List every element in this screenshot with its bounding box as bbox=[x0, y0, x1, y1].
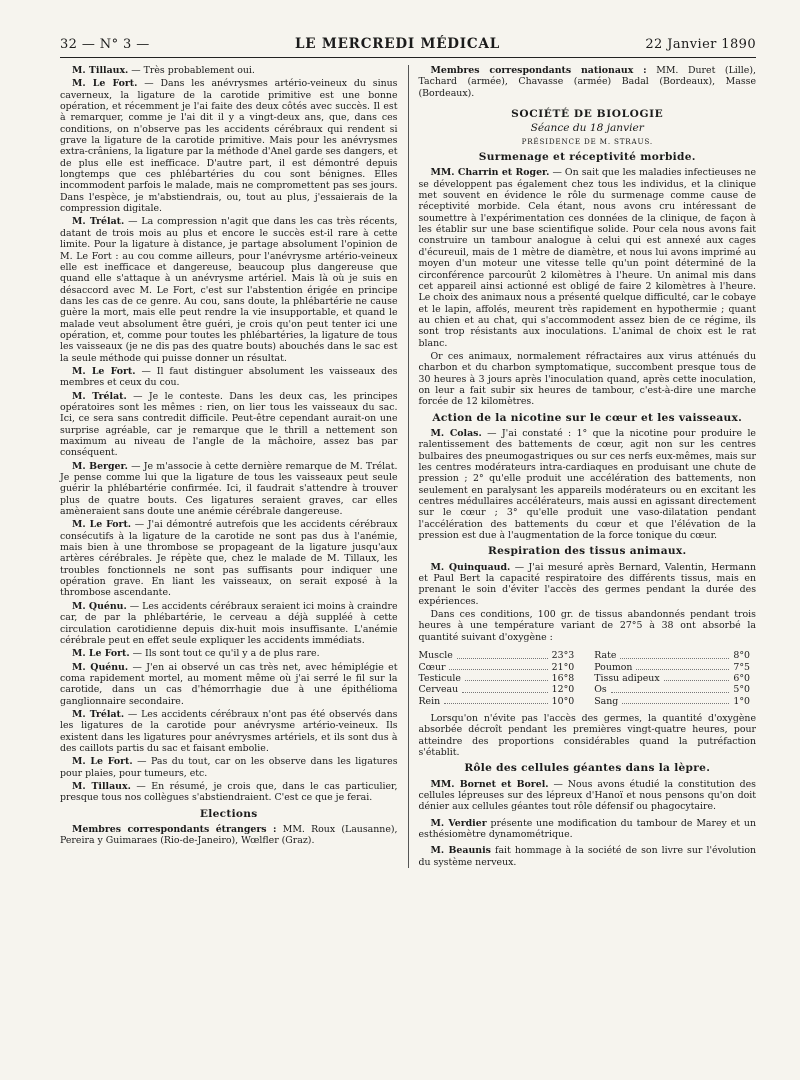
oxygen-table-left bbox=[419, 650, 575, 707]
verdier-paragraph bbox=[419, 818, 757, 841]
speech-text: — Ils sont tout ce qu'il y a de plus rare. bbox=[129, 648, 320, 660]
tissue-name: Testicule bbox=[418, 672, 461, 684]
oxygen-value: 10°0 bbox=[551, 695, 575, 707]
beaunis-text: fait hommage à la société de son livre sur l'évolution du système nerveux. bbox=[418, 845, 757, 868]
oxygen-value: 21°0 bbox=[551, 661, 575, 673]
lepre-heading: Rôle des cellules géantes dans la lèpre. bbox=[464, 762, 711, 775]
left-column bbox=[60, 65, 398, 868]
tissue-name: Muscle bbox=[418, 650, 453, 662]
surmenage-paragraph bbox=[419, 167, 757, 349]
nationaux-text: MM. Duret (Lille), Tachard (armée), Chavasse (armée) Badal (Bordeaux), Masse (Bordeaux). bbox=[418, 65, 756, 99]
speech-text: — J'en ai observé un cas très net, avec hémiplégie et coma rapidement mortel, au moment même où j'ai serré le fil sur la carotide, dans un cas d'hémorrhagie due à une épithélioma ganglionnaire secondaire. bbox=[60, 661, 398, 707]
leader-dots bbox=[620, 650, 729, 658]
page-number: 32 — N° 3 — bbox=[60, 37, 150, 52]
table-row bbox=[594, 696, 750, 707]
table-row bbox=[594, 684, 750, 695]
beaunis-paragraph bbox=[419, 845, 757, 868]
speech-text: — Il faut distinguer absolument les vaisseaux des membres et ceux du cou. bbox=[60, 365, 398, 389]
discussion-paragraph bbox=[60, 662, 398, 707]
table-row bbox=[419, 650, 575, 661]
speaker-name: M. Quénu. bbox=[72, 600, 127, 612]
tissue-name: Rein bbox=[418, 695, 441, 707]
nationaux-paragraph bbox=[419, 65, 757, 99]
speaker-name: M. Tillaux. bbox=[72, 65, 129, 76]
speech-text: — Je le conteste. Dans les deux cas, les principes opératoires sont les mêmes : rien, on lier tous les vaisseaux du sac. Ici, ce sera sans contredit difficile. Peut-être cependant aurait-on une surprise agréable, car je remarque que le thrill a nettement son maximum au niveau de l'angle de la mâchoire, assez bas par conséquent. bbox=[60, 390, 398, 459]
oxygen-table bbox=[419, 650, 751, 707]
tissue-name: Rate bbox=[594, 650, 617, 662]
speaker-name: M. Berger. bbox=[72, 460, 128, 472]
verdier-text: présente une modification du tambour de Marey et un esthésiomètre dynamométrique. bbox=[418, 817, 756, 840]
leader-dots bbox=[449, 662, 547, 670]
lepre-paragraph bbox=[419, 779, 757, 813]
seance-date: Séance du 18 janvier bbox=[530, 122, 644, 135]
leader-dots bbox=[622, 696, 729, 704]
elections-label: Membres correspondants étrangers : bbox=[72, 824, 277, 835]
lepre-speaker: MM. Bornet et Borel. bbox=[430, 778, 549, 790]
discussion-paragraph bbox=[60, 78, 398, 214]
columns bbox=[60, 65, 756, 868]
speech-text: — Je m'associe à cette dernière remarque de M. Trélat. Je pense comme lui que la ligature de tous les vaisseaux peut seule guérir la phlébartérie confirmée. Ici, il faudrait s'attendre à trouver plus de quatre bouts. Ces ligatures seraient graves, car elles amèneraient sans doute une anémie cérébrale dangereuse. bbox=[60, 460, 398, 518]
speech-text: — Pas du tout, car on les observe dans les ligatures pour plaies, pour tumeurs, etc. bbox=[60, 756, 398, 779]
verdier-speaker: M. Verdier bbox=[430, 817, 487, 829]
surmenage-speaker: MM. Charrin et Roger. bbox=[430, 167, 550, 179]
oxygen-value: 8°0 bbox=[733, 650, 750, 662]
journal-title: LE MERCREDI MÉDICAL bbox=[294, 36, 501, 52]
oxygen-table-right bbox=[594, 650, 750, 707]
oxygen-value: 1°0 bbox=[733, 695, 750, 707]
beaunis-speaker: M. Beaunis bbox=[430, 845, 491, 857]
oxygen-value: 5°0 bbox=[733, 684, 750, 696]
discussion-paragraph bbox=[60, 461, 398, 518]
presidence: PRÉSIDENCE DE M. STRAUS. bbox=[521, 136, 653, 146]
surmenage-heading: Surmenage et réceptivité morbide. bbox=[478, 151, 696, 164]
speech-text: — La compression n'agit que dans les cas très récents, datant de trois mois au plus et encore le succès est-il rare à cette limite. Pour la ligature à distance, je partage absolument l'opinion de M. Le Fort : au cou comme ailleurs, pour l'anévrysme artério-veineux elle est inefficace et dangereuse, beaucoup plus dangereuse que quand elle s'attaque à un anévrysme artériel. Mais là où je suis en désaccord avec M. Le Fort, c'est sur l'abstention érigée en principe dans les cas de ce genre. Au cou, sans doute, la phlébartérie ne cause guère la mort, mais elle peut rendre la vie insupportable, et quand le malade veut absolument être guéri, je crois qu'on peut tenter ici une opération, et, comme pour toutes les phlébartéries, la ligature de tous les vaisseaux (je ne dis pas des quatre bouts) abouchés dans le sac est la seule méthode qui puisse donner un résultat. bbox=[60, 216, 398, 364]
speaker-name: M. Le Fort. bbox=[72, 519, 132, 531]
oxygen-value: 12°0 bbox=[551, 684, 575, 696]
respiration-text: — J'ai mesuré après Bernard, Valentin, Hermann et Paul Bert la capacité respiratoire des différents tissus, mais en prenant le soin d'éviter l'accès des germes pendant la durée des expériences. bbox=[418, 561, 756, 607]
elections-heading: Elections bbox=[199, 807, 258, 820]
discussion-paragraph bbox=[60, 781, 398, 804]
elections-text: MM. Roux (Lausanne), Pereira y Guimaraes (Rio-de-Janeiro), Wœlfler (Graz). bbox=[60, 824, 398, 847]
discussion-paragraph bbox=[60, 216, 398, 363]
speech-text: — En résumé, je crois que, dans le cas particulier, presque tous nos collègues s'abstiendraient. C'est ce que je ferai. bbox=[60, 780, 398, 804]
lepre-text: — Nous avons étudié la constitution des cellules lépreuses sur des lépreux d'Hanoï et nous pensons qu'on doit dénier aux cellules géantes tout rôle défensif ou phagocytaire. bbox=[418, 778, 756, 813]
elections-paragraph bbox=[60, 824, 398, 847]
discussion-paragraph bbox=[60, 65, 398, 76]
table-row bbox=[594, 673, 750, 684]
discussion-paragraph bbox=[60, 391, 398, 459]
leader-dots bbox=[664, 673, 730, 681]
oxygen-value: 6°0 bbox=[733, 672, 750, 684]
table-row bbox=[594, 662, 750, 673]
page-header bbox=[60, 36, 756, 58]
speaker-name: M. Le Fort. bbox=[72, 78, 138, 90]
discussion-paragraph bbox=[60, 519, 398, 598]
oxygen-value: 23°3 bbox=[551, 650, 575, 662]
tissue-name: Cerveau bbox=[418, 684, 459, 696]
speaker-name: M. Trélat. bbox=[72, 390, 127, 402]
tissue-name: Poumon bbox=[594, 661, 633, 673]
speaker-name: M. Quénu. bbox=[72, 661, 129, 673]
respiration-paragraph-2: Dans ces conditions, 100 gr. de tissus abandonnés pendant trois heures à une température variant de 27°5 à 38 ont absorbé la quantité suivant d'oxygène : bbox=[418, 609, 756, 643]
nicotine-text: — J'ai constaté : 1° que la nicotine pour produire le ralentissement des battements de cœur, agit non sur les centres bulbaires des pneumogastriques ou sur ces nerfs eux-mêmes, mais sur les centres modérateurs intra-cardiaques en produisant une chute de pression ; 2° qu'elle produit une accélération des battements, non seulement en paralysant les appareils modérateurs ou en excitant les centres médullaires accélérateurs, mais aussi en agissant directement sur le cœur ; 3° qu'elle produit une vaso-dilatation pendant l'accélération des battements du cœur et que l'élévation de la pression est due à l'augmentation de la force tonique du cœur. bbox=[418, 427, 756, 542]
speaker-name: M. Le Fort. bbox=[72, 365, 136, 377]
table-row bbox=[419, 684, 575, 695]
society-heading: SOCIÉTÉ DE BIOLOGIE bbox=[511, 108, 664, 121]
discussion-paragraph bbox=[60, 366, 398, 389]
discussion-paragraphs bbox=[60, 65, 398, 804]
surmenage-text: — On sait que les maladies infectieuses ne se développent pas également chez tous les individus, et la clinique met souvent en évidence le rôle du surmenage comme cause de réceptivité morbide. Cela étant, nous avons cru intéressant de soumettre à l'expérimentation ces données de la clinique, de façon à les établir sur une base scientifique solide. Pour cela nous avons fait construire un tambour analogue à celui qui est annexé aux cages d'écureuil, mais de 1 mètre de diamètre, et nous lui avons imprimé au moyen d'un moteur une vitesse telle qu'un point déterminé de la circonférence parcourût 2 kilomètres à l'heure. Un animal mis dans cet appareil ainsi actionné est obligé de faire 2 kilomètres à l'heure. Le choix des animaux nous a présenté quelque difficulté, car le cobaye et le lapin, affolés, meurent très rapidement en hypothermie ; quant au chien et au chat, qui s'accommodent assez bien de ce régime, ils sont trop résistants aux inoculations. L'animal de choix est le rat blanc. bbox=[418, 167, 756, 349]
oxygen-value: 16°8 bbox=[551, 672, 575, 684]
discussion-paragraph bbox=[60, 601, 398, 646]
leader-dots bbox=[465, 673, 548, 681]
table-row bbox=[419, 696, 575, 707]
respiration-paragraph-3: Lorsqu'on n'évite pas l'accès des germes, la quantité d'oxygène absorbée décroît pendant les premières vingt-quatre heures, pour atteindre des proportions considérables quand la putréfaction s'établit. bbox=[418, 712, 756, 758]
surmenage-paragraph-2: Or ces animaux, normalement réfractaires aux virus atténués du charbon et du charbon symptomatique, succombent presque tous de 30 heures à 3 jours après l'inoculation quand, après cette inoculation, on leur a fait subir six heures de tambour, c'est-à-dire une marche forcée de 12 kilomètres. bbox=[418, 350, 756, 408]
nicotine-heading: Action de la nicotine sur le cœur et les vaisseaux. bbox=[432, 411, 743, 424]
tissue-name: Os bbox=[594, 684, 607, 696]
table-row bbox=[419, 662, 575, 673]
nationaux-label: Membres correspondants nationaux : bbox=[430, 65, 647, 76]
leader-dots bbox=[611, 684, 730, 692]
discussion-paragraph bbox=[60, 648, 398, 659]
speech-text: — Les accidents cérébraux seraient ici moins à craindre car, de par la phlébartérie, le cerveau a déjà suppléé à cette circulation carotidienne depuis dix-huit mois insuffisante. L'anémie cérébrale peut en effet seule expliquer les accidents immédiats. bbox=[60, 600, 398, 646]
table-row bbox=[594, 650, 750, 661]
speaker-name: M. Le Fort. bbox=[72, 648, 130, 660]
leader-dots bbox=[462, 684, 547, 692]
discussion-paragraph bbox=[60, 709, 398, 754]
speech-text: — Les accidents cérébraux n'ont pas été observés dans les ligatures de la carotide pour anévrysme artério-veineux. Ils existent dans les ligatures pour anévrysmes artériels, et ils sont dus à des caillots partis du sac et faisant embolie. bbox=[60, 708, 398, 754]
leader-dots bbox=[457, 650, 548, 658]
tissue-name: Cœur bbox=[418, 661, 446, 673]
speech-text: — Dans les anévrysmes artério-veineux du sinus caverneux, la ligature de la carotide primitive est une bonne opération, et récemment je l'ai faite des deux côtés avec succès. Il est à remarquer, comme je l'ai dit il y a vingt-deux ans, que, dans ces conditions, on n'observe pas les accidents cérébraux qui rendent si grave la ligature de la carotide primitive. Mais pour les anévrysmes extra-crâniens, la ligature par la méthode d'Anel garde ses dangers, et de plus elle est inefficace. D'autre part, il est démontré depuis longtemps que ces phlébartéries du cou sont bénignes. Elles incommodent parfois le malade, mais ne compromettent pas ses jours. Dans l'espèce, je m'abstiendrais, ou, tout au plus, j'essaierais de la compression digitale. bbox=[60, 78, 398, 215]
speaker-name: M. Tillaux. bbox=[72, 780, 131, 792]
tissue-name: Tissu adipeux bbox=[594, 672, 660, 684]
discussion-paragraph bbox=[60, 756, 398, 779]
issue-date: 22 Janvier 1890 bbox=[645, 37, 756, 52]
leader-dots bbox=[444, 696, 548, 704]
speech-text: — J'ai démontré autrefois que les accidents cérébraux consécutifs à la ligature de la carotide ne sont pas dus à l'anémie, mais bien à une thrombose se propageant de la ligature jusqu'aux artères cérébrales. Je répète que, chez le malade de M. Tillaux, les troubles fonctionnels ne sont pas suffisants pour indiquer une opération grave. En liant les vaisseaux, on serait exposé à la thrombose ascendante. bbox=[60, 519, 398, 599]
speaker-name: M. Trélat. bbox=[72, 708, 125, 720]
respiration-speaker: M. Quinquaud. bbox=[430, 561, 511, 573]
speaker-name: M. Le Fort. bbox=[72, 756, 133, 768]
nicotine-speaker: M. Colas. bbox=[430, 427, 482, 439]
speech-text: — Très probablement oui. bbox=[128, 65, 255, 76]
table-row bbox=[419, 673, 575, 684]
right-column bbox=[408, 65, 757, 868]
speaker-name: M. Trélat. bbox=[72, 216, 125, 228]
nicotine-paragraph bbox=[419, 428, 757, 541]
oxygen-value: 7°5 bbox=[733, 661, 750, 673]
respiration-paragraph bbox=[419, 562, 757, 607]
tissue-name: Sang bbox=[594, 695, 619, 707]
leader-dots bbox=[636, 662, 729, 670]
respiration-heading: Respiration des tissus animaux. bbox=[488, 545, 687, 558]
